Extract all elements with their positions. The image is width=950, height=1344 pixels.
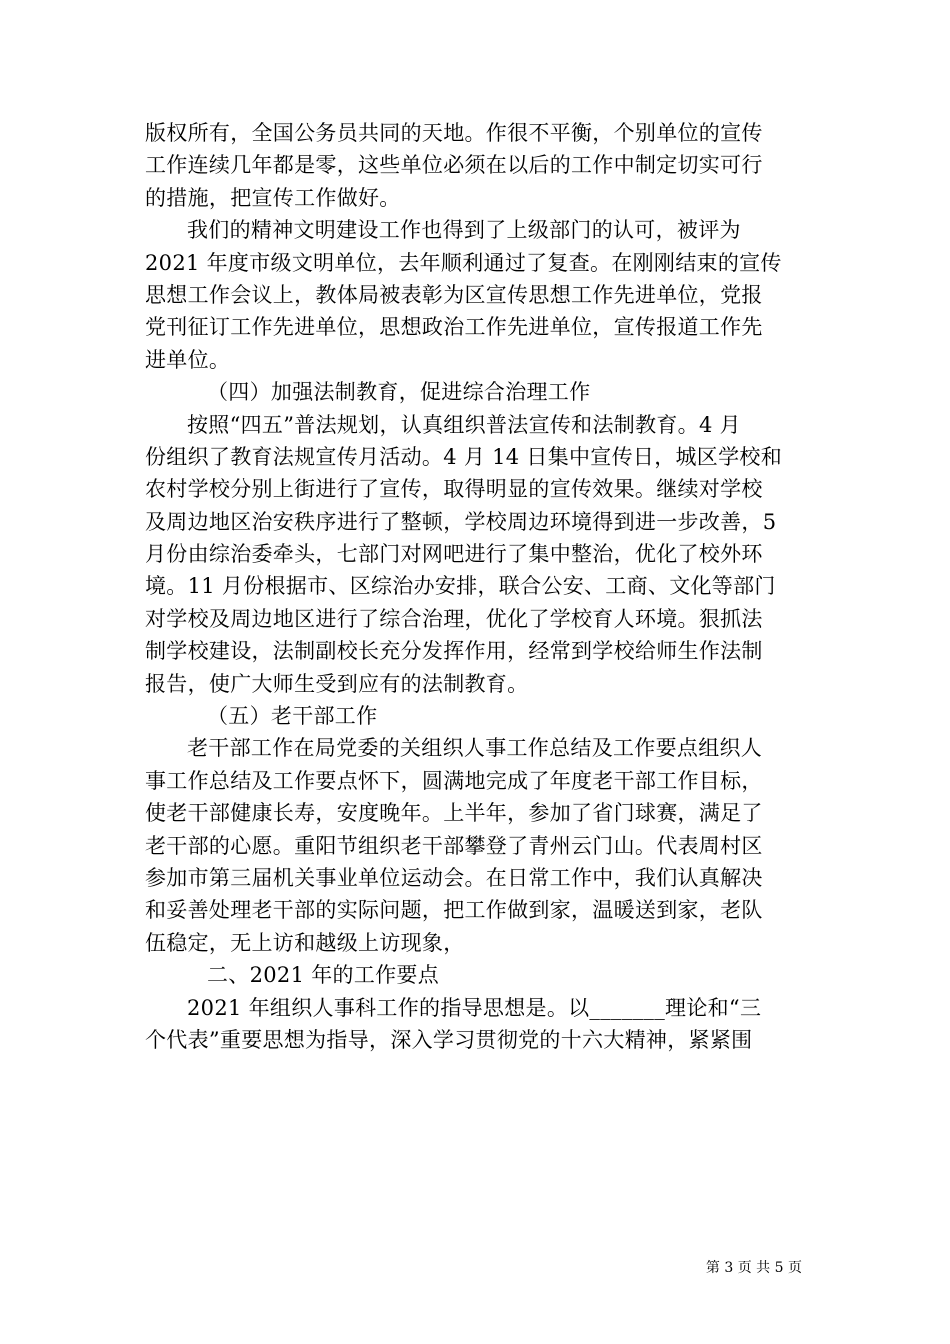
text-line: 的措施，把宣传工作做好。: [145, 185, 401, 210]
text-line: 思想工作会议上，教体局被表彰为区宣传思想工作先进单位，党报: [145, 282, 763, 307]
text-line: 对学校及周边地区进行了综合治理，优化了学校育人环境。狠抓法: [145, 606, 763, 631]
page-footer: 第 3 页 共 5 页: [705, 1260, 802, 1276]
text-line: 伍稳定，无上访和越级上访现象，: [145, 930, 465, 955]
text-line: 制学校建设，法制副校长充分发挥作用，经常到学校给师生作法制: [145, 639, 763, 664]
text-line: 党刊征订工作先进单位，思想政治工作先进单位，宣传报道工作先: [145, 315, 763, 340]
text-line: 事工作总结及工作要点怀下，圆满地完成了年度老干部工作目标，: [145, 768, 763, 793]
text-line: 工作连续几年都是零，这些单位必须在以后的工作中制定切实可行: [145, 153, 763, 178]
text-line: 参加市第三届机关事业单位运动会。在日常工作中，我们认真解决: [145, 865, 763, 890]
text-line: 2021 年度市级文明单位，去年顺利通过了复查。在刚刚结束的宣传: [145, 250, 782, 275]
text-line: 农村学校分别上街进行了宣传，取得明显的宣传效果。继续对学校: [145, 477, 763, 502]
text-line: 及周边地区治安秩序进行了整顿，学校周边环境得到进一步改善，5: [145, 509, 777, 534]
text-line: 和妥善处理老干部的实际问题，把工作做到家，温暖送到家，老队: [145, 898, 763, 923]
text-line: 个代表”重要思想为指导，深入学习贯彻党的十六大精神，紧紧围: [145, 1027, 753, 1052]
text-line: 使老干部健康长寿，安度晚年。上半年，参加了省门球赛，满足了: [145, 801, 763, 826]
body-text: [145, 117, 815, 1056]
text-line: 我们的精神文明建设工作也得到了上级部门的认可，被评为: [187, 218, 741, 243]
section-heading: 二、2021 年的工作要点: [207, 963, 440, 988]
text-line: 老干部工作在局党委的关组织人事工作总结及工作要点组织人: [187, 736, 763, 761]
text-line: 版权所有，全国公务员共同的天地。作很不平衡，个别单位的宣传: [145, 121, 763, 145]
section-heading: （五）老干部工作: [207, 704, 378, 729]
text-line: 进单位。: [145, 347, 231, 372]
text-line: 老干部的心愿。重阳节组织老干部攀登了青州云门山。代表周村区: [145, 833, 763, 858]
text-line: 报告，使广大师生受到应有的法制教育。: [145, 671, 529, 696]
text-line: 境。11 月份根据市、区综治办安排，联合公安、工商、文化等部门: [145, 574, 776, 599]
section-heading: （四）加强法制教育，促进综合治理工作: [207, 380, 591, 405]
text-line: 份组织了教育法规宣传月活动。4 月 14 日集中宣传日，城区学校和: [145, 444, 783, 469]
text-line: 2021 年组织人事科工作的指导思想是。以_______理论和“三: [187, 995, 762, 1020]
text-line: 按照“四五”普法规划，认真组织普法宣传和法制教育。4 月: [187, 412, 741, 437]
text-line: 月份由综治委牵头，七部门对网吧进行了集中整治，优化了校外环: [145, 542, 763, 567]
